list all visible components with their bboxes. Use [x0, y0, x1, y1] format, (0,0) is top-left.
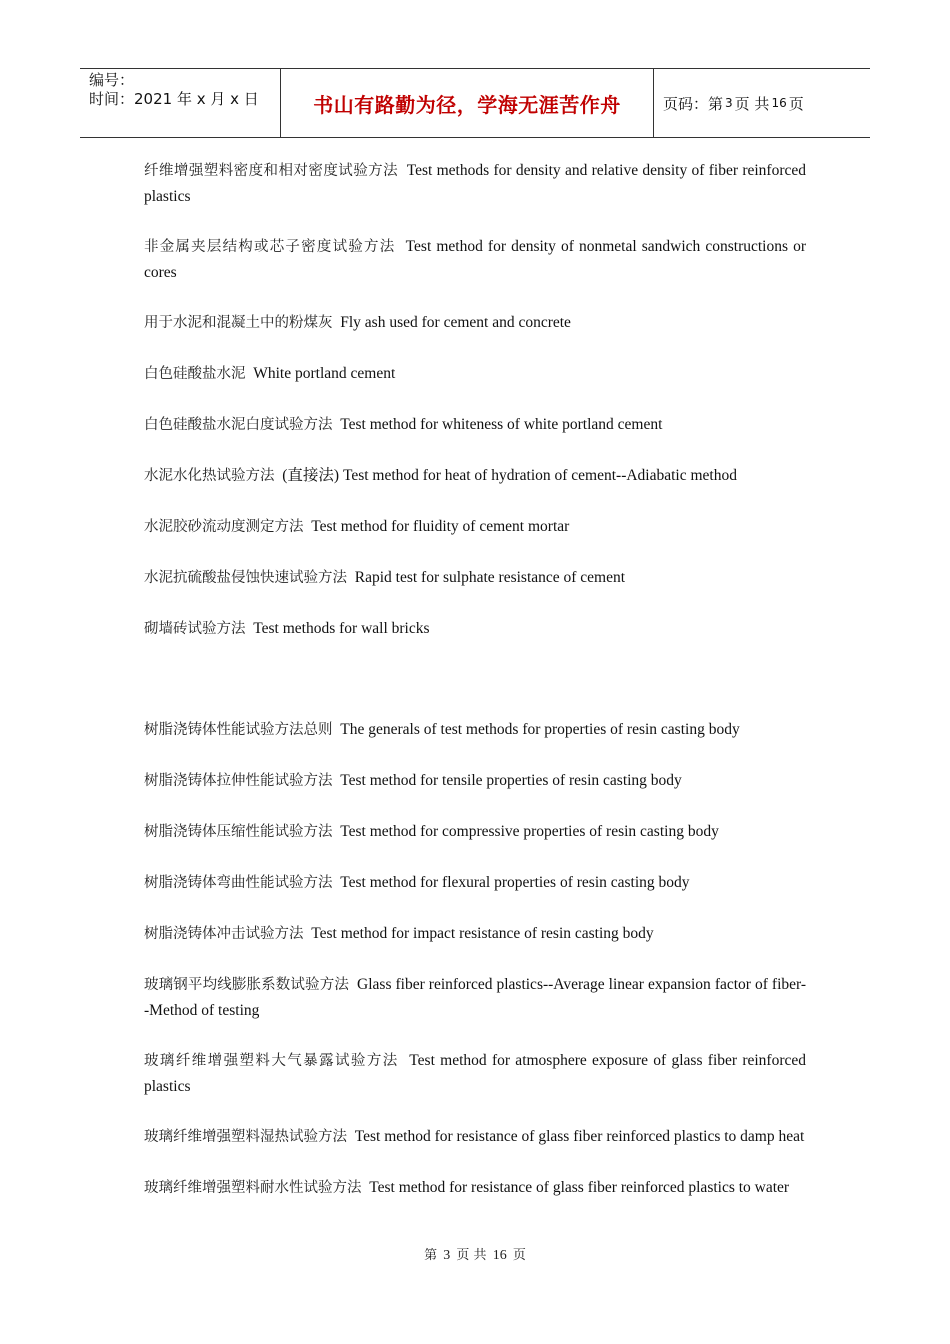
- standard-title-zh: 玻璃纤维增强塑料湿热试验方法: [144, 1129, 347, 1145]
- page-total: 16: [771, 96, 787, 110]
- standard-title-en: Test method for fluidity of cement mortar: [311, 518, 570, 535]
- standard-title-en: (直接法) Test method for heat of hydration of cement--Adiabatic method: [282, 467, 737, 484]
- standards-list-2: [144, 717, 806, 1201]
- standard-entry: [144, 616, 806, 642]
- standard-entry: [144, 1124, 806, 1150]
- footer-suffix: 页: [512, 1248, 526, 1263]
- standard-title-zh: 树脂浇铸体拉伸性能试验方法: [144, 773, 333, 789]
- header-page-number: [654, 69, 870, 137]
- section-gap: [144, 667, 806, 717]
- footer-mid: 页 共: [456, 1248, 487, 1263]
- standard-title-en: Test method for atmosphere exposure of glass fiber reinforced plastics: [144, 1052, 807, 1095]
- standard-title-zh: 用于水泥和混凝土中的粉煤灰: [144, 315, 333, 331]
- standard-title-en: Test methods for wall bricks: [253, 620, 430, 637]
- standard-title-zh: 水泥胶砂流动度测定方法: [144, 519, 304, 535]
- footer-total: 16: [492, 1248, 507, 1263]
- standard-title-en: Rapid test for sulphate resistance of cement: [354, 569, 626, 586]
- page-mid: 页 共: [734, 94, 770, 113]
- standard-entry: [144, 972, 806, 1023]
- standard-entry: [144, 1175, 806, 1201]
- standard-title-zh: 树脂浇铸体性能试验方法总则: [144, 722, 333, 738]
- document-date: 时间：2021 年 x 月 x 日: [89, 90, 259, 108]
- page-suffix: 页: [788, 94, 804, 113]
- standard-title-zh: 纤维增强塑料密度和相对密度试验方法: [144, 163, 399, 179]
- header-motto: 书山有路勤为径，学海无涯苦作舟: [281, 69, 654, 137]
- footer-current: 3: [443, 1248, 451, 1263]
- standard-title-zh: 玻璃钢平均线膨胀系数试验方法: [144, 977, 349, 993]
- standard-entry: [144, 412, 806, 438]
- standard-title-zh: 水泥水化热试验方法: [144, 468, 275, 484]
- standard-title-en: Test method for compressive properties of resin casting body: [340, 823, 719, 840]
- standard-title-en: Glass fiber reinforced plastics--Average linear expansion factor of fiber--Method of testing: [144, 976, 807, 1019]
- standard-entry: [144, 1048, 806, 1099]
- standard-entry: [144, 158, 806, 209]
- standard-title-en: Test method for resistance of glass fiber reinforced plastics to water: [369, 1179, 790, 1196]
- page-prefix: 页码：第: [663, 94, 724, 113]
- page-header: [80, 68, 870, 138]
- standard-title-en: Fly ash used for cement and concrete: [340, 314, 571, 331]
- standard-entry: [144, 921, 806, 947]
- standard-entry: [144, 768, 806, 794]
- standard-title-zh: 树脂浇铸体弯曲性能试验方法: [144, 875, 333, 891]
- standard-entry: [144, 870, 806, 896]
- footer-prefix: 第: [424, 1248, 438, 1263]
- standard-title-zh: 白色硅酸盐水泥白度试验方法: [144, 417, 333, 433]
- standard-title-zh: 玻璃纤维增强塑料耐水性试验方法: [144, 1180, 362, 1196]
- standard-title-zh: 白色硅酸盐水泥: [144, 366, 246, 382]
- header-meta: [80, 69, 281, 137]
- page-footer: [0, 1244, 950, 1264]
- standard-title-en: Test method for whiteness of white portland cement: [340, 416, 663, 433]
- standard-entry: [144, 310, 806, 336]
- document-number-label: 编号：: [89, 71, 135, 89]
- document-body: [144, 158, 806, 1226]
- standard-title-en: Test method for resistance of glass fiber reinforced plastics to damp heat: [354, 1128, 805, 1145]
- standard-title-en: Test method for tensile properties of resin casting body: [340, 772, 682, 789]
- standard-entry: [144, 463, 806, 489]
- standard-title-zh: 水泥抗硫酸盐侵蚀快速试验方法: [144, 570, 347, 586]
- standard-entry: [144, 565, 806, 591]
- standard-title-en: Test method for density of nonmetal sandwich constructions or cores: [144, 238, 807, 281]
- page-current: 3: [725, 96, 733, 110]
- standard-title-zh: 玻璃纤维增强塑料大气暴露试验方法: [144, 1053, 399, 1069]
- standard-title-en: The generals of test methods for properties of resin casting body: [340, 721, 740, 738]
- standard-entry: [144, 717, 806, 743]
- standards-list-1: [144, 158, 806, 642]
- standard-title-en: White portland cement: [253, 365, 396, 382]
- standard-entry: [144, 234, 806, 285]
- standard-entry: [144, 514, 806, 540]
- standard-title-zh: 树脂浇铸体压缩性能试验方法: [144, 824, 333, 840]
- standard-title-en: Test method for flexural properties of resin casting body: [340, 874, 690, 891]
- standard-entry: [144, 819, 806, 845]
- standard-title-zh: 非金属夹层结构或芯子密度试验方法: [144, 239, 396, 255]
- standard-title-en: Test method for impact resistance of resin casting body: [311, 925, 654, 942]
- standard-title-zh: 砌墙砖试验方法: [144, 621, 246, 637]
- standard-title-en: Test methods for density and relative density of fiber reinforced plastics: [144, 162, 807, 205]
- standard-title-zh: 树脂浇铸体冲击试验方法: [144, 926, 304, 942]
- standard-entry: [144, 361, 806, 387]
